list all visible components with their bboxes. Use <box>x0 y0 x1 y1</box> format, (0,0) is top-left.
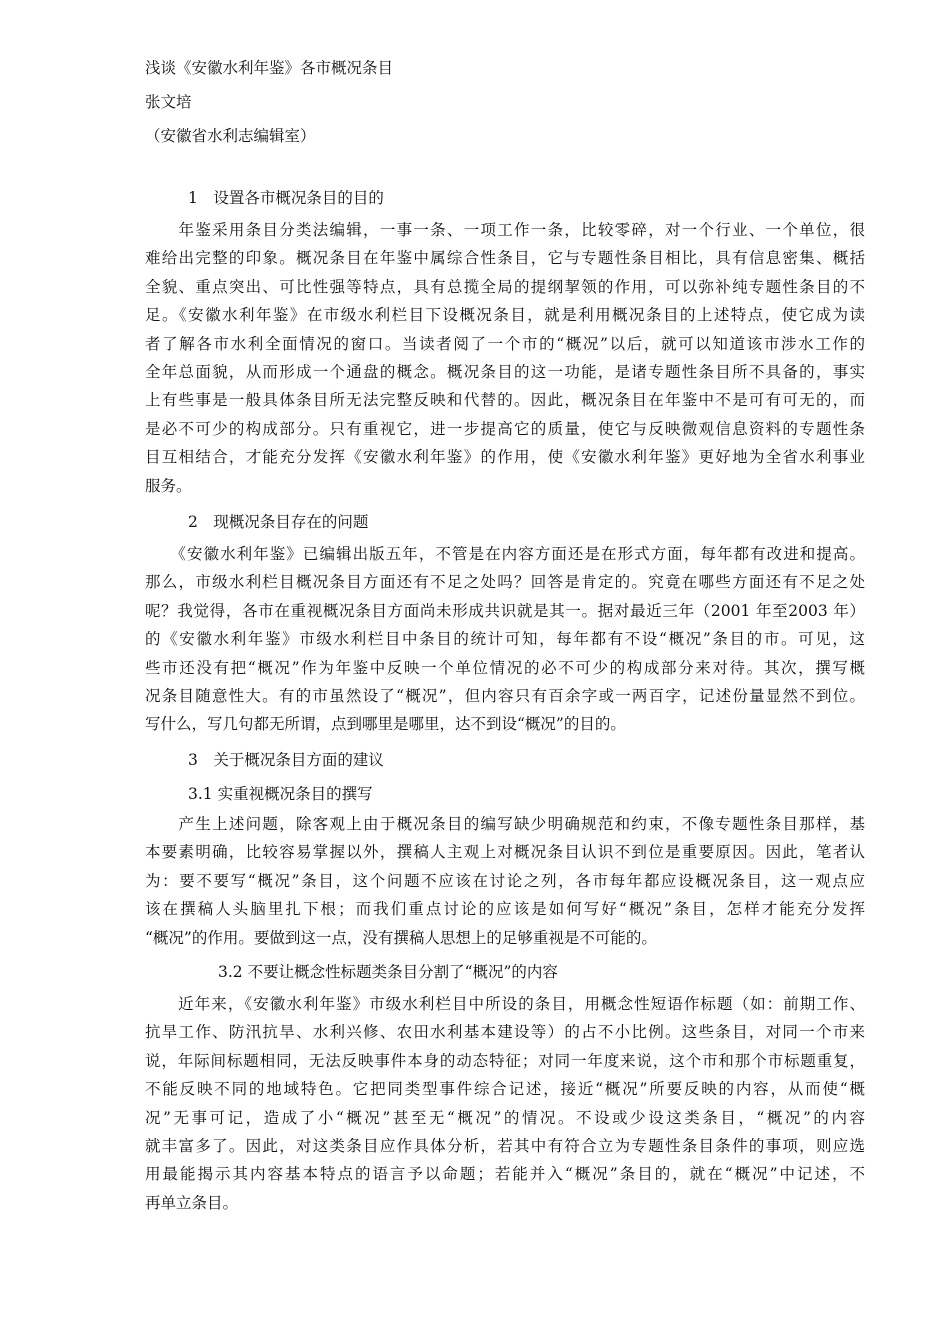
author-affiliation: （安徽省水利志编辑室） <box>145 127 316 145</box>
section-3-1-paragraph <box>145 810 865 952</box>
section-1-paragraph <box>145 216 865 500</box>
paragraph-line: 全貌、重点突出、可比性强等特点，具有总揽全局的提纲挈领的作用，可以弥补纯专题性条目的不 <box>145 277 865 296</box>
author-name: 张文培 <box>145 93 192 111</box>
paragraph-line: 用最能揭示其内容基本特点的语言予以命题；若能并入“概况”条目的，就在“概况”中记述，不 <box>145 1165 865 1184</box>
paragraph-line: 本要素明确，比较容易掌握以外，撰稿人主观上对概况条目认识不到位是重要原因。因此，笔者认 <box>145 843 865 862</box>
paragraph-line: 上有些事是一般具体条目所无法完整反映和代替的。因此，概况条目在年鉴中不是可有可无的，而 <box>145 391 865 410</box>
paragraph-line: 是必不可少的构成部分。只有重视它，进一步提高它的质量，使它与反映微观信息资料的专题性条 <box>145 419 865 438</box>
paragraph-line: 况条目随意性大。有的市虽然设了“概况”，但内容只有百余字或一两百字，记述份量显然不到位。 <box>145 686 865 705</box>
paragraph-line: 抗旱工作、防汛抗旱、水利兴修、农田水利基本建设等）的占不小比例。这些条目，对同一个市来 <box>145 1023 865 1042</box>
paragraph-line: 再单立条目。 <box>145 1193 239 1212</box>
section-2-heading: 2 现概况条目存在的问题 <box>188 513 369 531</box>
paragraph-line: 难给出完整的印象。概况条目在年鉴中属综合性条目，它与专题性条目相比，具有信息密集、概括 <box>145 249 865 268</box>
section-2-paragraph <box>145 540 865 739</box>
paragraph-line: 《安徽水利年鉴》已编辑出版五年，不管是在内容方面还是在形式方面，每年都有改进和提高。 <box>145 545 865 563</box>
paragraph-line: 况”无事可记，造成了小“概况”甚至无“概况”的情况。不设或少设这类条目，“概况”的内容 <box>145 1108 865 1127</box>
paragraph-line: 那么，市级水利栏目概况条目方面还有不足之处吗？回答是肯定的。究竟在哪些方面还有不足之处 <box>145 573 865 592</box>
section-3-1-heading: 3.1 实重视概况条目的撰写 <box>188 785 373 803</box>
paragraph-line: 产生上述问题，除客观上由于概况条目的编写缺少明确规范和约束，不像专题性条目那样，基 <box>145 815 865 833</box>
paragraph-line: 写什么，写几句都无所谓，点到哪里是哪里，达不到设“概况”的目的。 <box>145 715 626 734</box>
paragraph-line: 足。《安徽水利年鉴》在市级水利栏目下设概况条目，就是利用概况条目的上述特点，使它成为读 <box>145 306 865 325</box>
paragraph-line: 者了解各市水利全面情况的窗口。当读者阅了一个市的“概况”以后，就可以知道该市涉水工作的 <box>145 334 865 353</box>
paragraph-line: 呢？我觉得，各市在重视概况条目方面尚未形成共识就是其一。据对最近三年（2001 年至2003 年） <box>145 601 865 620</box>
paragraph-line: 为：要不要写“概况”条目，这个问题不应该在讨论之列，各市每年都应设概况条目，这一观点应 <box>145 871 865 890</box>
paragraph-line: 不能反映不同的地域特色。它把同类型事件综合记述，接近“概况”所要反映的内容，从而使“概 <box>145 1080 865 1099</box>
section-3-heading: 3 关于概况条目方面的建议 <box>188 751 384 769</box>
paragraph-line: 全年总面貌，从而形成一个通盘的概念。概况条目的这一功能，是诸专题性条目所不具备的，事实 <box>145 362 865 381</box>
paragraph-line: 目互相结合，才能充分发挥《安徽水利年鉴》的作用，使《安徽水利年鉴》更好地为全省水利事业 <box>145 448 865 467</box>
section-1-heading: 1 设置各市概况条目的目的 <box>188 189 384 207</box>
document-title: 浅谈《安徽水利年鉴》各市概况条目 <box>145 59 394 77</box>
paragraph-line: 说，年际间标题相同，无法反映事件本身的动态特征；对同一年度来说，这个市和那个市标题重复， <box>145 1051 865 1070</box>
paragraph-line: 该在撰稿人头脑里扎下根；而我们重点讨论的应该是如何写好“概况”条目，怎样才能充分发挥 <box>145 900 865 919</box>
section-3-2-paragraph <box>145 990 865 1217</box>
paragraph-line: 些市还没有把“概况”作为年鉴中反映一个单位情况的必不可少的构成部分来对待。其次，撰写概 <box>145 658 865 677</box>
paragraph-line: “概况”的作用。要做到这一点，没有撰稿人思想上的足够重视是不可能的。 <box>145 928 657 947</box>
paragraph-line: 近年来，《安徽水利年鉴》市级水利栏目中所设的条目，用概念性短语作标题（如：前期工作、 <box>145 995 865 1013</box>
section-3-2-heading: 3.2 不要让概念性标题类条目分割了“概况”的内容 <box>218 963 558 981</box>
paragraph-line: 年鉴采用条目分类法编辑，一事一条、一项工作一条，比较零碎，对一个行业、一个单位，很 <box>145 221 865 239</box>
paragraph-line: 的《安徽水利年鉴》市级水利栏目中条目的统计可知，每年都有不设“概况”条目的市。可见，这 <box>145 630 865 649</box>
paragraph-line: 服务。 <box>145 476 192 495</box>
paragraph-line: 就丰富多了。因此，对这类条目应作具体分析，若其中有符合立为专题性条目条件的事项，则应选 <box>145 1136 865 1155</box>
